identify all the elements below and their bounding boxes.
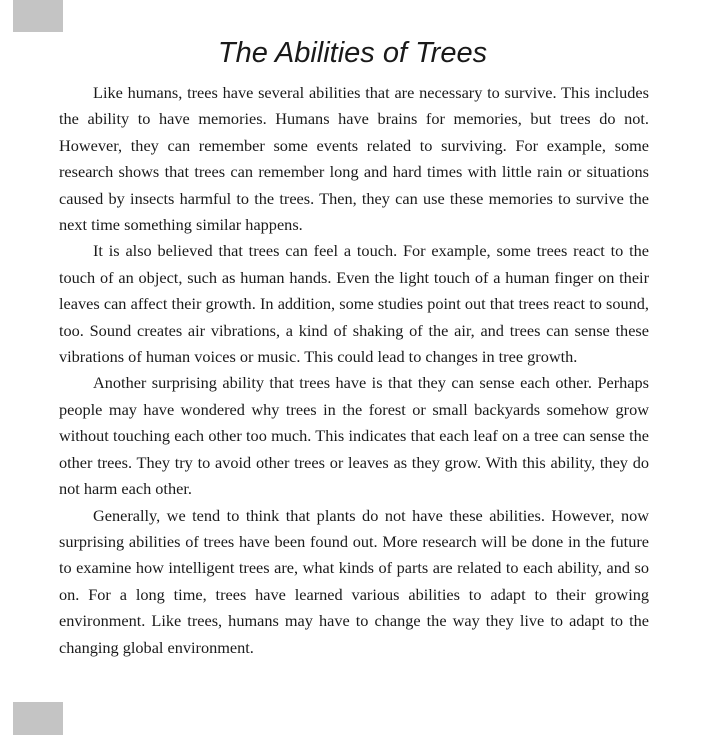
- paragraph-4: Generally, we tend to think that plants do not have these abilities. However, now surprising abilities of trees have been found out. More research will be done in the future to examine how intelligent trees are, what kinds of parts are related to each ability, and so on. For a long time, trees have learned various abilities to adapt to their growing environment. Like trees, humans may have to change the way they live to adapt to the changing global environment.: [59, 505, 649, 657]
- article-body: [59, 80, 649, 661]
- top-corner-block: [13, 0, 63, 32]
- paragraph-1: Like humans, trees have several abilities that are necessary to survive. This includes the ability to have memories. Humans have brains for memories, but trees do not. However, they can remember some events related to surviving. For example, some research shows that trees can remember long and hard times with little rain or situations caused by insects harmful to the trees. Then, they can use these memories to survive the next time something similar happens.: [59, 83, 649, 235]
- bottom-corner-block: [13, 702, 63, 735]
- paragraph-3: Another surprising ability that trees have is that they can sense each other. Perhaps people may have wondered why trees in the forest or small backyards somehow grow without touching each other too much. This indicates that each leaf on a tree can sense the other trees. They try to avoid other trees or leaves as they grow. With this ability, they do not harm each other.: [59, 373, 649, 499]
- paragraph-2: It is also believed that trees can feel a touch. For example, some trees react to the touch of an object, such as human hands. Even the light touch of a human finger on their leaves can affect their growth. In addition, some studies point out that trees react to sound, too. Sound creates air vibrations, a kind of shaking of the air, and trees can sense these vibrations of human voices or music. This could lead to changes in tree growth.: [59, 241, 649, 367]
- page-title: The Abilities of Trees: [217, 37, 488, 69]
